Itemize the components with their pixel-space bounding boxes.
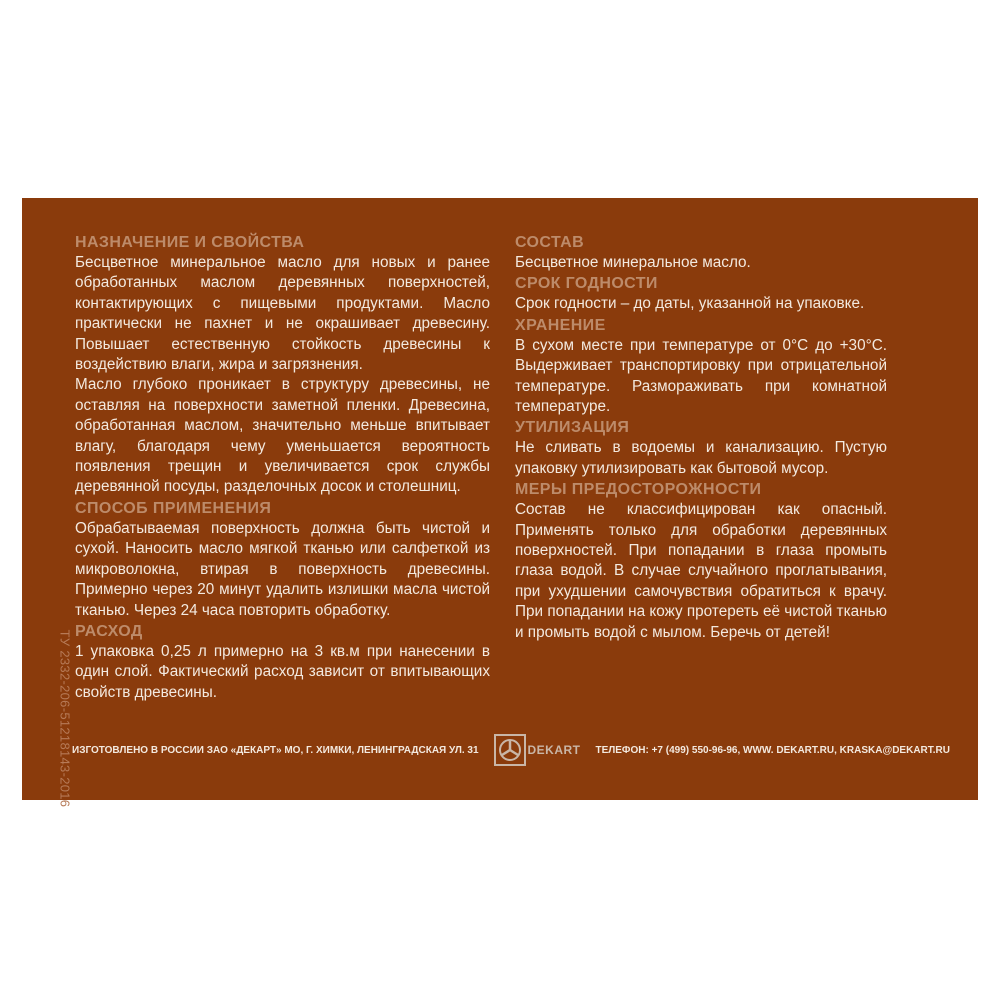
product-label <box>22 198 978 807</box>
contact-info: ТЕЛЕФОН: +7 (499) 550-96-96, WWW. DEKART.RU, KRASKA@DEKART.RU <box>595 744 950 756</box>
side-code-text: ТУ 2332-206-51218143-2016 <box>57 629 73 807</box>
composition-text: Бесцветное минеральное масло. <box>515 254 751 271</box>
footer <box>72 733 950 767</box>
logo-text: DEKART <box>527 743 581 757</box>
disposal-text: Не сливать в водоемы и канализацию. Пустую упаковку утилизировать как бытовой мусор. <box>515 439 887 477</box>
shelf-life-text: Срок годности – до даты, указанной на упаковке. <box>515 295 865 313</box>
brand-logo <box>494 734 581 766</box>
storage-text: В сухом месте при температуре от 0°C до +30°C. Выдерживает транспортировку при отрицательной температуре. Размораживать при комнатной температуре. <box>515 336 887 416</box>
shelf-life-title: СРОК ГОДНОСТИ <box>515 275 658 293</box>
right-column <box>515 232 887 643</box>
safety-text: Состав не классифицирован как опасный. Применять только для обработки деревянных поверхностей. При попадании в глаза промыть глаза водой. В случае случайного проглатывания, при ухудшении самочувствия обратиться к врачу. При попадании на кожу протереть её чистой тканью и промыть водой с мылом. Беречь от детей! <box>515 501 887 641</box>
left-column <box>75 232 490 703</box>
purpose-text-2: Масло глубоко проникает в структуру древесины, не оставляя на поверхности заметной пленки. Древесина, обработанная маслом, значительно меньше впитывает влагу, благодаря чему уменьшается вероятность появления трещин и увеличивается срок службы деревянной посуды, разделочных досок и столешниц. <box>75 376 490 496</box>
consumption-title: РАСХОД <box>75 622 143 640</box>
purpose-title: НАЗНАЧЕНИЕ И СВОЙСТВА <box>75 234 305 251</box>
dekart-logo-icon <box>494 734 526 766</box>
composition-title: СОСТАВ <box>515 234 585 251</box>
application-text: Обрабатываемая поверхность должна быть чистой и сухой. Наносить масло мягкой тканью или салфеткой из микроволокна, втирая в поверхность древесины. Примерно через 20 минут удалить излишки масла чистой тканью. Через 24 часа повторить обработку. <box>75 519 490 619</box>
safety-title: МЕРЫ ПРЕДОСТОРОЖНОСТИ <box>515 481 762 499</box>
disposal-title: УТИЛИЗАЦИЯ <box>515 419 630 437</box>
storage-title: ХРАНЕНИЕ <box>515 316 606 334</box>
purpose-text-1: Бесцветное минеральное масло для новых и ранее обработанных маслом деревянных поверхностей, контактирующих с пищевыми продуктами. Масло практически не пахнет и не окрашивает древесину. Повышает естественную стойкость древесины к воздействию влаги, жира и загрязнения. <box>75 254 490 374</box>
consumption-text: 1 упаковка 0,25 л примерно на 3 кв.м при нанесении в один слой. Фактический расход зависит от впитывающих свойств древесины. <box>75 642 490 701</box>
application-title: СПОСОБ ПРИМЕНЕНИЯ <box>75 499 272 517</box>
manufacturer-info: ИЗГОТОВЛЕНО В РОССИИ ЗАО «ДЕКАРТ» МО, Г. ХИМКИ, ЛЕНИНГРАДСКАЯ УЛ. 31 <box>72 744 479 756</box>
